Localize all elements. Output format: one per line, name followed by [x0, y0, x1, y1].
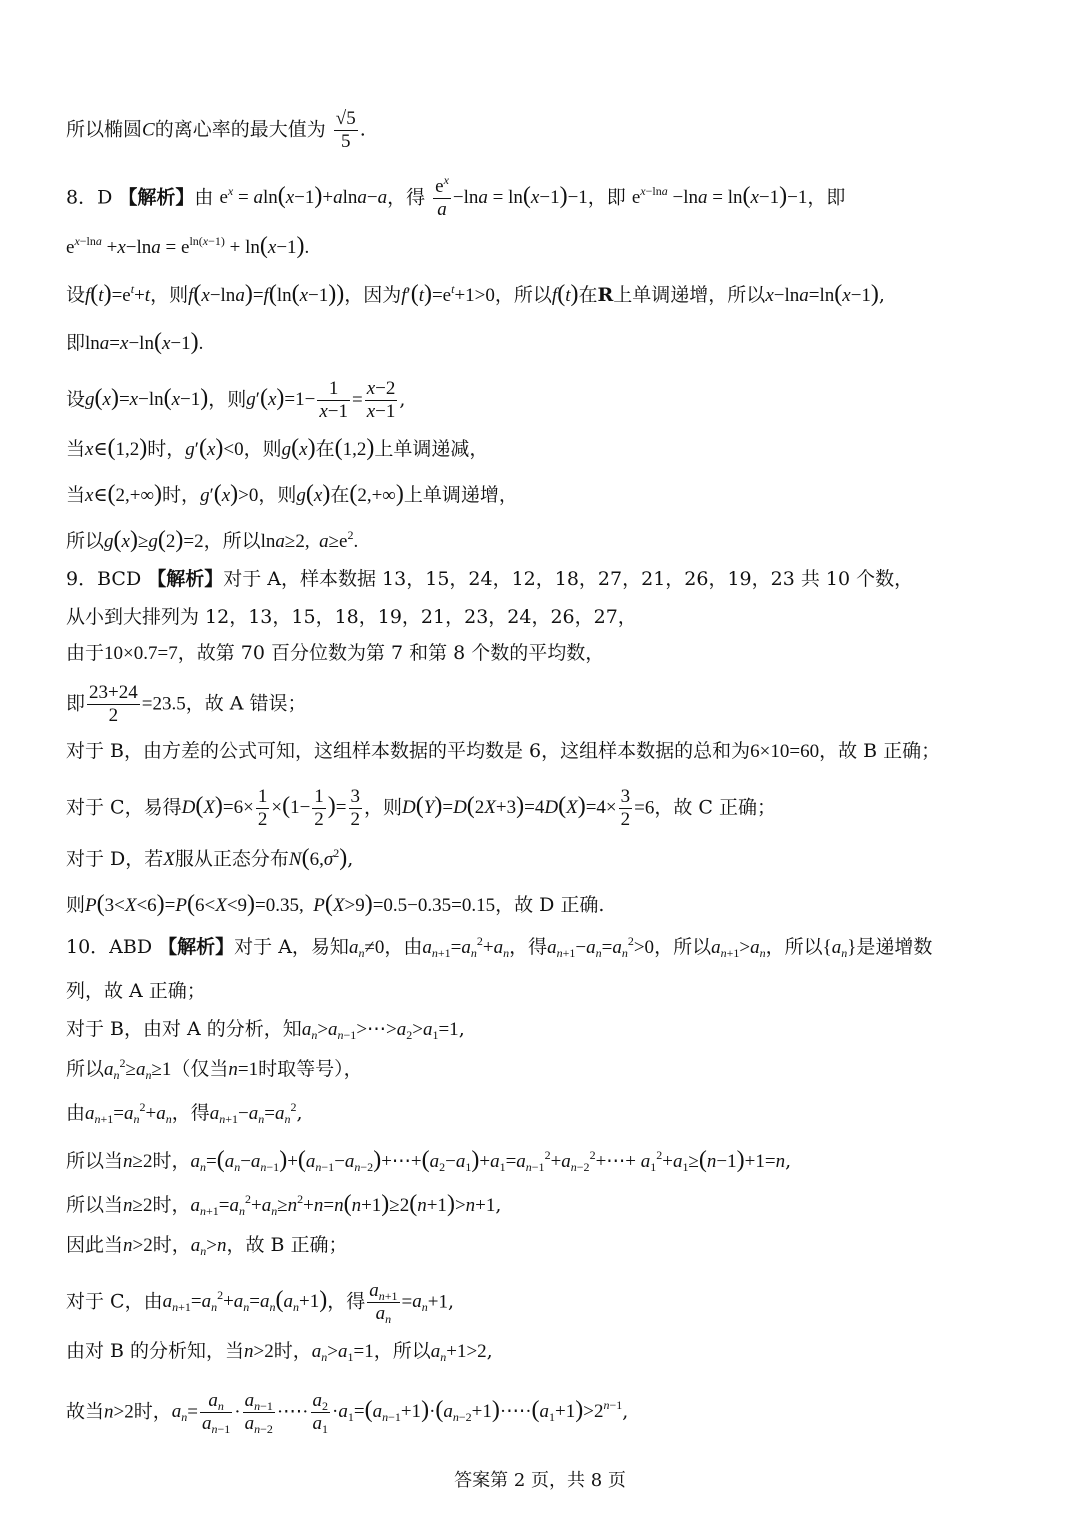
text: ，得 [387, 186, 426, 209]
text: ，则 [208, 388, 247, 411]
question-number: 9．BCD [66, 568, 142, 590]
text: 时， [152, 1234, 191, 1256]
text: （仅当 [171, 1058, 229, 1080]
text: ，所以 [765, 936, 823, 958]
text-line-1: 所以椭圆C的离心率的最大值为 $\frac{√5}{5}$ . [66, 108, 366, 152]
text: 上单调递减， [374, 438, 489, 460]
text: 由 [194, 186, 214, 209]
page-footer: 答案第 2 页，共 8 页 [454, 1470, 626, 1491]
text: ，即 [807, 186, 846, 209]
text: 因此当 [66, 1234, 124, 1256]
text: 服从正态分布 [174, 848, 289, 870]
q10-line-6: 所以当n≥2时，$a_n=(a_n-a_{n-1})+(a_{n-1}-a_{n-2})+\cdots+(a_2-a_1)+a_1=a_{n-1}^2+a_{n-2}^2+\cdots+ a_1^2+a_1\ge(n-1)+1=n$, [66, 1147, 792, 1174]
q10-line-8: 因此当n>2时，$a_n>n$，故 B 正确； [66, 1234, 348, 1258]
text: ，得 [509, 936, 548, 958]
q9-line-7: 对于 D，若X服从正态分布$N(6,\sigma^2)$, [66, 845, 354, 871]
text: 故当 [66, 1400, 105, 1423]
text: R [597, 284, 614, 306]
q10-line-2 [66, 982, 206, 1001]
text: 对于 A，样本数据 13，15，24，12，18，27，21，26，19，23 共 10 个数， [223, 568, 914, 590]
q10-line-1: 10．ABD 【解析】对于 A，易知$a_n\ne 0$，由$a_{n+1}=a_n^2+a_n$，得$a_{n+1}-a_n=a_n^2>0$，所以$a_{n+1}>a_n$，所以$\{a_n\}$是递增数 [66, 934, 933, 960]
text: 在 [330, 484, 350, 506]
text: 设 [66, 284, 86, 306]
text: 时， [133, 1400, 172, 1423]
text: 由对 B 的分析知，当 [66, 1340, 245, 1362]
text: ，故 A 错误； [185, 692, 307, 715]
text: 时， [152, 1194, 191, 1216]
text: 在 [578, 284, 598, 306]
text: 即 [66, 692, 86, 715]
text: ，由 [384, 936, 423, 958]
text: ，得 [171, 1102, 210, 1124]
text: 所以 [66, 1058, 105, 1080]
text: 所以当 [66, 1150, 124, 1172]
q8-line-1: 8．D 【解析】由 $e^x = aln(x-1)+alna-a$，得 $\frac{e^x}{a}$ −lna = ln(x−1)−1，即 $e^{x-lna} -\ln a = \ln(x-1)-1$，即 [66, 173, 846, 220]
text: 是递增数 [856, 936, 933, 958]
q9-line-6: 对于 C，易得D(X)=6× $\frac{1}{2}$ ×(1− $\frac{1}{2}$ )= $\frac{3}{2}$ ，则D(Y)=D(2X+3)=4D(X)=4× $\frac{3}{2}$ =6，故 C 正确； [66, 786, 776, 830]
text: 对于 B，由方差的公式可知，这组样本数据的平均数是 6，这组样本数据的总和为 [66, 740, 751, 762]
analysis-tag: 【解析】 [158, 936, 235, 958]
q8-line-6: 当x∈(1,2)时，g′(x)<0，则g(x)在(1,2)上单调递减， [66, 435, 489, 461]
q10-line-4: 所以$a_n^2\ge a_n\ge 1$（仅当n=1时取等号）， [66, 1056, 363, 1082]
text: 时取等号）， [258, 1058, 363, 1080]
text: ，因为 [344, 284, 402, 306]
text: ，故第 70 百分位数为第 7 和第 8 个数的平均数， [177, 642, 605, 664]
text: 所以当 [66, 1194, 124, 1216]
q8-line-5: 设g(x)=x−ln(x−1)，则g′(x)=1− $\frac{1}{x-1}$ = $\frac{x-2}{x-1}$ , [66, 378, 406, 422]
text: 时， [162, 484, 201, 506]
text: 从小到大排列为 12，13，15，18，19，21，23，24，26，27， [66, 606, 637, 628]
text: ，即 [587, 186, 626, 209]
text: ，故 B 正确； [226, 1234, 348, 1256]
q8-line-3: 设$f(t)=e^t+t$，则f(x−lna)=f(ln(x−1))，因为$f'(t)=e^t+1>0$，所以f(t)在R上单调递增，所以x−lna=ln(x−1), [66, 281, 885, 307]
q9-line-8: 则P(3<X<6)=P(6<X<9)=0.35, P(X>9)=0.5−0.35=0.15，故 D 正确. [66, 891, 605, 917]
text: 当 [66, 484, 86, 506]
analysis-tag: 【解析】 [118, 186, 195, 209]
text: 上单调递增， [403, 484, 518, 506]
text: 由 [66, 1102, 86, 1124]
question-number: 10．ABD [66, 936, 153, 958]
text: 所以椭圆 [66, 118, 143, 141]
text: 时， [147, 438, 186, 460]
q10-line-3: 对于 B，由对 A 的分析，知$a_n>a_{n-1}>\cdots>a_2>a_1=1$, [66, 1018, 465, 1042]
q10-line-9: 对于 C，由$a_{n+1}=a_n^2+a_n=a_n(a_n+1)$，得 $\frac{a_{n+1}}{a_n}$ $=a_n+1$, [66, 1280, 455, 1326]
q8-line-2: $e^{x-lna} +x-\ln a = e^{ln(x-1)} + \ln(x-1)$. [66, 233, 310, 259]
text: ，所以 [203, 530, 261, 552]
text: 设 [66, 388, 86, 411]
text: 对于 A，易知 [234, 936, 349, 958]
text: 时， [273, 1340, 312, 1362]
text: 时， [152, 1150, 191, 1172]
text: 则 [66, 894, 86, 916]
analysis-tag: 【解析】 [147, 568, 224, 590]
q9-line-5: 对于 B，由方差的公式可知，这组样本数据的平均数是 6，这组样本数据的总和为6×10=60，故 B 正确； [66, 740, 941, 762]
text: 上单调递增，所以 [613, 284, 766, 306]
text: ，则 [243, 438, 282, 460]
text: ，所以 [373, 1340, 431, 1362]
q10-line-7: 所以当n≥2时，$a_{n+1}=a_n^2+a_n\ge n^2+n=n(n+1)\ge 2(n+1)>n+1$, [66, 1191, 502, 1218]
question-number: 8．D [66, 186, 113, 209]
q10-line-11: 故当n>2时，$a_n=$ $\frac{a_n}{a_{n-1}}$ · $\frac{a_{n-1}}{a_{n-2}}$ ·⋯· $\frac{a_2}{a_1}$ $\cdot a_1=(a_{n-1}+1)\cdot(a_{n-2}+1)\cdot\cdots\cdot(a_1+1)>2^{n-1}$, [66, 1390, 629, 1436]
text: ，则 [150, 284, 189, 306]
text: ，故 B 正确； [819, 740, 941, 762]
text: 的离心率的最大值为 [154, 118, 326, 141]
q9-line-2 [66, 608, 637, 627]
text: ，故 C 正确； [654, 796, 776, 819]
text: 对于 D，若 [66, 848, 164, 870]
text: 由于 [66, 642, 105, 664]
text: ，所以 [654, 936, 712, 958]
q9-line-3: 由于10×0.7=7，故第 70 百分位数为第 7 和第 8 个数的平均数， [66, 642, 605, 664]
q9-line-1 [66, 570, 913, 589]
text: ，则 [258, 484, 297, 506]
text: 所以 [66, 530, 105, 552]
text: ，得 [327, 1290, 366, 1313]
text: 对于 C，由 [66, 1290, 163, 1313]
q8-line-4: 即lna=x−ln(x−1). [66, 329, 204, 355]
text: ，故 D 正确. [495, 894, 605, 916]
text: 列，故 A 正确； [66, 980, 206, 1002]
q10-line-5: 由$a_{n+1}=a_n^2+a_n$，得$a_{n+1}-a_n=a_n^2$, [66, 1100, 303, 1126]
text: 对于 C，易得 [66, 796, 182, 819]
text: 当 [66, 438, 86, 460]
q8-line-8: 所以g(x)≥g(2)=2，所以lna≥2, $a\ge e^2$. [66, 527, 359, 553]
text: 即 [66, 332, 86, 354]
text: ，所以 [494, 284, 552, 306]
q8-line-7: 当x∈(2,+∞)时，g′(x)>0，则g(x)在(2,+∞)上单调递增， [66, 481, 518, 507]
text: ，则 [364, 796, 403, 819]
q9-line-4: 即 $\frac{23+24}{2}$ =23.5，故 A 错误； [66, 682, 307, 726]
text: 在 [315, 438, 335, 460]
text: 对于 B，由对 A 的分析，知 [66, 1018, 302, 1040]
q10-line-10: 由对 B 的分析知，当n>2时，$a_n>a_1=1$，所以$a_n+1>2$, [66, 1340, 493, 1364]
